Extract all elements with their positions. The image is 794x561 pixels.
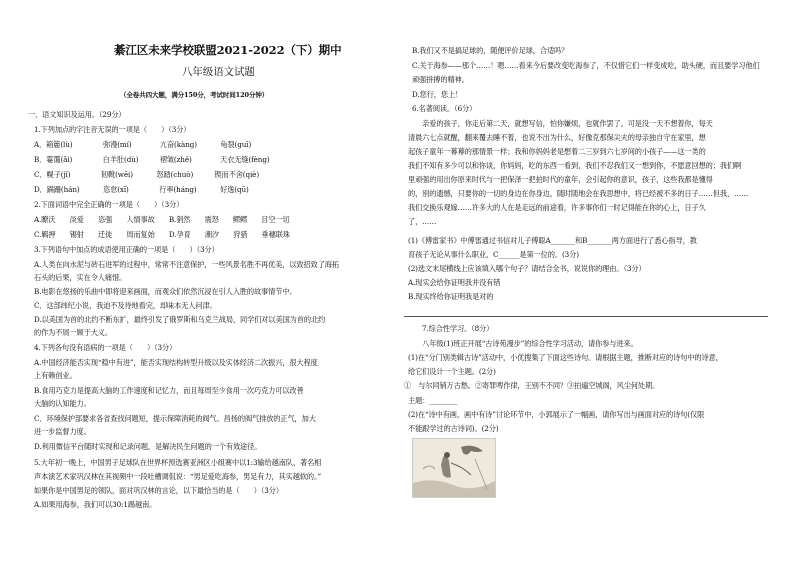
ink-painting-image [412,438,496,498]
q6-option-a: A.现实会给你证明我并没有错 [408,278,501,287]
q4-stem: 4.下列各句没有语病的一项是（ ）（3分） [34,343,177,352]
q6-passage-line: 清晨六七点就醒，翻来覆去睡不着，也说不出为什么，好像克那保尖夫的母亲独自守在家里，想 [408,133,706,142]
q3-stem: 3.下列语句中加点的成语使用正确的一项是（ ）（3分） [34,245,219,254]
q6-sub2: (2)选文末尾横线上应该填入哪个句子？请结合全书，说说你的理由。（3分） [408,264,646,273]
q3-text: D.以美国为首的北约不断东扩，最终引发了俄罗斯和乌克兰战局，同学们对以美国为首的北约 [34,315,326,324]
q4-text: B.食用巧克力是提高大脑的工作速度和记忆力，而且每周至少食用一次巧克力可以改善 [34,386,304,395]
q6-passage-line: 亲爱的孩子，你走后第二天，就想写信，怕你嫌烦，也就作罢了。可是没一天不想着你，每天 [408,119,713,128]
q6-passage-line: 了，…… [408,217,437,226]
q4-text: 上有赖创业。 [34,371,77,380]
q7-sub2: (2)在“诗中有画，画中有诗”讨论环节中，小郭展示了一幅画，请你写出与画面对应的诗句(仅限 [408,410,705,419]
exam-note: （全卷共四大题，满分150分，考试时间120分钟） [120,91,269,99]
q7-sub2-cont: 不能跟学过的古诗词)。(2分) [408,424,499,433]
q5-text: 声本演艺术家巩汉林在其视频中一段吐槽调侃说：“男足爱吃海参，男足有力，其实越软的。” [34,472,322,481]
q2-option-row: A.瞭沃 淡爱 恣强 人情事故 B.狷然 震怒 鳏鳏 目空一切 [34,215,290,224]
q6-option-b: B.现实终给你证明我是对的 [408,292,494,301]
q5-option-a: A.如果用海参，我们可以30:1踢越南。 [34,500,157,509]
q2-option-row: C.羁押 锡射 迁徙 周而复始 D.孕育 潮汐 狩猎 垂穗联珠 [34,230,290,239]
exam-subtitle: 八年级语文试题 [182,66,255,78]
q5-option-c-cont: 顽强拼搏的精神。 [412,75,469,84]
q1-option-row: D．蹒跚(hán) 恣怠(xī) 行率(háng) 好逸(qū) [34,185,249,194]
exam-title: 綦江区未来学校联盟2021-2022（下）期中 [114,43,342,57]
q7-intro: 八年级(1)班正开展“古诗苑漫步”的综合性学习活动，请你参与进来。 [408,339,638,348]
q6-passage-line: 我们不知有多少可以和你谈，你妈妈，吃的东西一看到，我们不忍我们又一想到你，不愿意回想的；我们啊 [408,161,742,170]
q3-text: C．这部纬纪小说，我迫不及待地看完，却味本无人问津。 [34,301,217,310]
q2-stem: 2.下面词语中完全正确的一项是（ ）（3分） [34,200,184,209]
section-divider [404,316,768,317]
q4-text: 进一步监督力度。 [34,427,91,436]
q3-text: B.电影在悠扬的乐曲中即将迎来画面，而观众们依然沉浸在引人入胜的故事情节中。 [34,287,297,296]
q7-poems: ① 与尔同销万古愁。②寄罪啤作律，王别不不同？③拍遍空城阁，风尘何处期。 [404,381,660,390]
q6-passage-line: 的，别的遗憾，只要你的一切的身边在你身边，随时随地会在我思想中，将已经被不多的日子……但我，…… [408,189,749,198]
q1-stem: 1.下列加点的字注音无误的一项是（ ）（3分） [34,125,191,134]
ink-painting-svg [413,439,495,497]
q4-text: 大脑的认知能力。 [34,399,91,408]
section-1-heading: 一、语文知识及运用。（29分） [28,110,126,119]
q5-option-d: D.您行，您上！ [412,90,463,99]
q1-option-row: C．幌子(jǐ) 韧靴(wēi) 怒踏(chuò) 锲而不舍(qiè) [34,170,260,179]
q7-sub1-cont: 给它们设计一个主题。(2分) [408,367,496,376]
q3-text: 石头的后果，实在令人痛惜。 [34,273,127,282]
q5-option-c: C.关于海参——那个……！嗯……看来今后要改变吃海参了，不仅惜它们一样变成吃，助头硬，而且要学习他们 [412,61,760,70]
q6-stem: 6.名著阅读。（6分） [412,104,477,113]
q4-text: C．环境保护部要求各省查找问题短，提示保障消耗的阀气、昌扬的阀气排放的正气，加大 [34,414,316,423]
q4-text: A.中国经济能否实现“稳中有进”，能否实现结构转型升级以及实体经济二次振兴，很大程度 [34,358,318,367]
q6-sub1-cont: 育孩子无论从事什么职业，C______是第一位的。(3分) [408,250,579,259]
q5-stem: 5.大年初一晚上，中国男子足球队在世界杯预选赛亚洲区小组赛中以1:3输给越南队，著名相 [34,458,322,467]
q5-option-b: B.我们又不是搞足球的，随便评价足球，合适吗？ [412,46,569,55]
q1-option-row: B．霎霭(ǎi) 白羊肚(dù) 褶皱(zhě) 天衣无缝(fèng) [34,155,270,164]
q6-passage-line: 起孩子童年一幕幕的那情景一样；我和你妈妈老是想着二三岁到六七岁间的小孩子——这一类的 [408,147,706,156]
q7-stem: 7.综合性学习。（8分） [422,324,494,333]
q1-option-row: A．箱簏(lù) 弥漫(mí) 亢奋(kàng) 龟裂(guī) [34,140,252,149]
q6-sub1: (1)《傅雷家书》中傅雷通过书信对儿子傅聪A_______和B_______两方面进行了悉心指导，教 [408,236,697,245]
q7-theme-blank: 主题：________ [408,396,458,405]
q5-text: 如果你是中国男足的领队，面对巩汉林的言论，以下最恰当的是（ ）（3分） [34,486,283,495]
q6-passage-line: 里顽强的用出你原来时代与一把保泽一把拍时代的童年，会引起你的意识，孩子，这些我都是懂得 [408,175,713,184]
q3-text: 的作为不屑一顾于大义。 [34,328,112,337]
q3-text: A.人类在向水泥与砖石进军的过程中，常常不注意保护，一些风景名胜不再优美，以致招致了海拓 [34,260,339,269]
q7-sub1: (1)在“分门别类辑古诗”活动中，小优搜集了下面这些诗句。请根据主题，推断对应的诗句中的诗意， [408,353,723,362]
q6-passage-line: 我们交换乐观嫁……许多大的人在是走远的前途看，许多事你们一时记得能在你的心上，日子久 [408,203,706,212]
q4-text: D.利用微信平台随时实现和记录问题，是解决民生问题的一个有效途径。 [34,442,262,451]
